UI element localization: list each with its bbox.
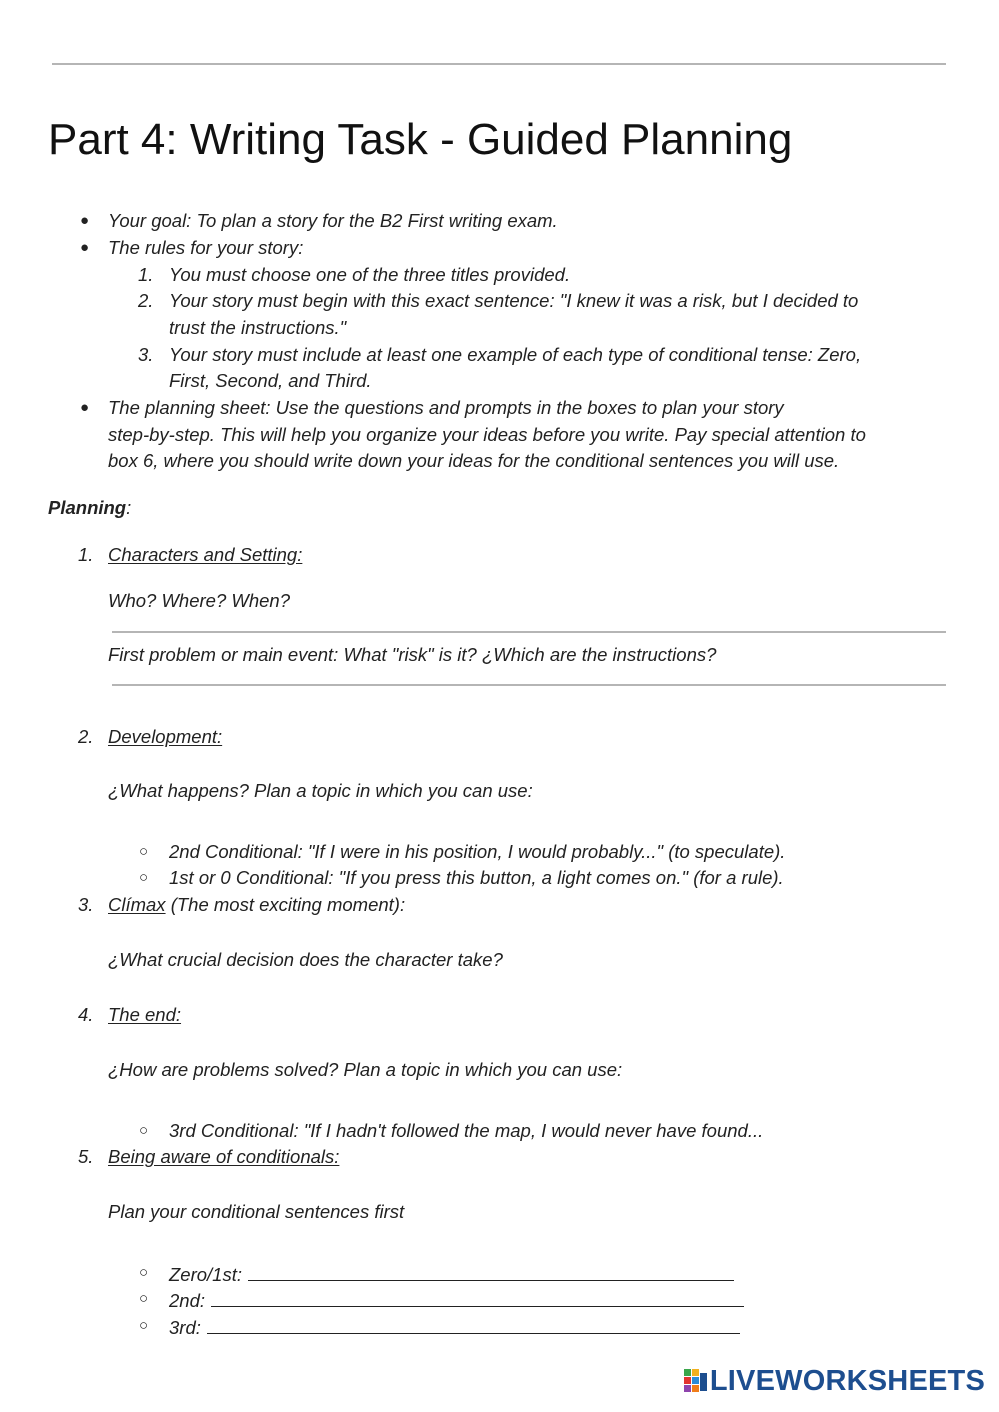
goal-text: Your goal: To plan a story for the B2 First writing exam. [108,210,558,231]
planning-sheet-text-cont: box 6, where you should write down your ideas for the conditional sentences you will use. [108,450,840,471]
sub-bullet-marker: ○ [139,1264,149,1281]
sub-bullet-marker: ○ [139,869,149,886]
section-number: 5. [78,1146,94,1167]
list-item: 1st or 0 Conditional: "If you press this button, a light comes on." (for a rule). [169,867,784,888]
rule-text: Your story must include at least one example of each type of conditional tense: Zero, [169,344,862,365]
section-question: ¿How are problems solved? Plan a topic in which you can use: [108,1059,623,1080]
section-question: ¿What crucial decision does the character take? [108,949,503,970]
section-number: 3. [78,894,94,915]
planning-heading [48,495,131,522]
conditional-zero-first-answer-field[interactable] [248,1260,734,1281]
section-heading-label: Being aware of conditionals: [108,1146,340,1167]
section-heading [108,542,302,569]
sub-bullet-marker: ○ [139,1317,149,1334]
rule-text: Your story must begin with this exact sentence: "I knew it was a risk, but I decided to [169,290,859,311]
liveworksheets-logo [684,1365,985,1398]
rule-number: 2. [138,290,154,311]
conditional-second-answer-field[interactable] [211,1286,744,1307]
bullet-marker: ● [80,239,90,256]
section-number: 1. [78,544,94,565]
planning-heading-label: Planning [48,497,127,518]
planning-sheet-text: The planning sheet: Use the questions and prompts in the boxes to plan your story [108,397,784,418]
section-heading [108,1002,181,1029]
bullet-marker: ● [80,212,90,229]
conditional-label: Zero/1st: [169,1264,242,1285]
section-heading-rest: (The most exciting moment): [165,894,406,915]
liveworksheets-logo-icon [684,1369,708,1395]
answer-line[interactable] [112,631,946,633]
section-question: First problem or main event: What "risk" is it? ¿Which are the instructions? [108,644,717,665]
sub-bullet-marker: ○ [139,843,149,860]
section-number: 4. [78,1004,94,1025]
section-heading [108,1144,339,1171]
section-question: Plan your conditional sentences first [108,1201,405,1222]
bullet-marker: ● [80,399,90,416]
conditional-second-row [169,1286,744,1315]
sub-bullet-marker: ○ [139,1122,149,1139]
section-question: ¿What happens? Plan a topic in which you can use: [108,780,533,801]
conditional-label: 2nd: [169,1290,206,1311]
list-item: 3rd Conditional: "If I hadn't followed the map, I would never have found... [169,1120,764,1141]
rule-text-cont: trust the instructions." [169,317,347,338]
conditional-third-answer-field[interactable] [207,1313,740,1334]
section-heading-label: Characters and Setting: [108,544,303,565]
conditional-third-row [169,1313,740,1342]
section-number: 2. [78,726,94,747]
rule-text-cont: First, Second, and Third. [169,370,372,391]
section-heading-label: Development: [108,726,223,747]
conditional-zero-first-row [169,1260,734,1289]
rule-number: 3. [138,344,154,365]
top-divider [52,63,946,65]
answer-line[interactable] [112,684,946,686]
planning-sheet-text-cont: step-by-step. This will help you organize your ideas before you write. Pay special attention to [108,424,866,445]
section-question: Who? Where? When? [108,590,291,611]
planning-heading-colon: : [126,497,132,518]
list-item: 2nd Conditional: "If I were in his position, I would probably..." (to speculate). [169,841,786,862]
section-heading-label: The end: [108,1004,182,1025]
section-heading [108,892,405,919]
rules-text: The rules for your story: [108,237,304,258]
section-heading-label: Clímax [108,894,166,915]
page-title: Part 4: Writing Task - Guided Planning [48,115,793,164]
rule-text: You must choose one of the three titles provided. [169,264,571,285]
section-heading [108,724,222,751]
liveworksheets-logo-text: LIVEWORKSHEETS [709,1365,985,1397]
conditional-label: 3rd: [169,1317,201,1338]
sub-bullet-marker: ○ [139,1290,149,1307]
rule-number: 1. [138,264,154,285]
